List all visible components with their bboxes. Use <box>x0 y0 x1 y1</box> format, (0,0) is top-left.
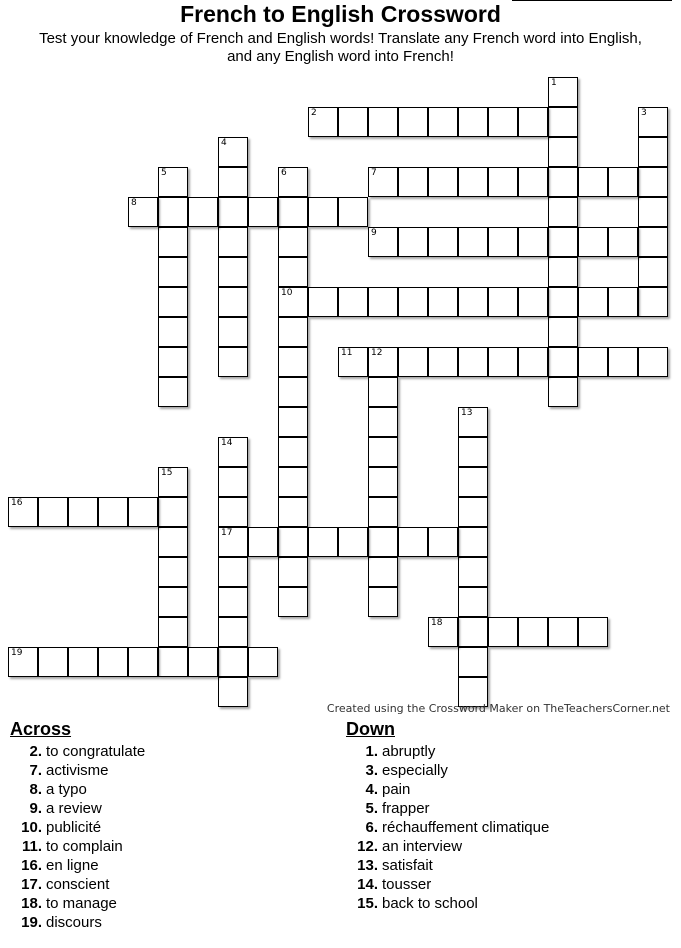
grid-cell[interactable] <box>488 107 518 137</box>
grid-cell[interactable] <box>128 497 158 527</box>
clue-number: 13. <box>357 857 378 874</box>
grid-cell[interactable] <box>548 617 578 647</box>
clue-number: 12. <box>357 838 378 855</box>
grid-cell[interactable] <box>488 617 518 647</box>
grid-cell[interactable] <box>518 347 548 377</box>
clue-number: 8 <box>131 198 137 208</box>
across-heading: Across <box>10 719 72 739</box>
clue-number: 15. <box>357 895 378 912</box>
grid-cell[interactable] <box>608 227 638 257</box>
down-clue[interactable] <box>346 875 549 894</box>
down-clue[interactable] <box>346 799 549 818</box>
grid-cell[interactable] <box>278 557 308 587</box>
grid-cell[interactable] <box>548 317 578 347</box>
grid-cell[interactable] <box>578 347 608 377</box>
grid-cell[interactable] <box>368 557 398 587</box>
grid-cell[interactable] <box>398 167 428 197</box>
grid-cell[interactable] <box>548 197 578 227</box>
grid-cell[interactable] <box>458 407 488 437</box>
grid-cell[interactable] <box>158 617 188 647</box>
grid-cell[interactable] <box>638 257 668 287</box>
clue-number: 3. <box>365 762 378 779</box>
grid-cell[interactable] <box>278 317 308 347</box>
clue-number: 14. <box>357 876 378 893</box>
clue-number: 7 <box>371 168 377 178</box>
grid-cell[interactable] <box>458 167 488 197</box>
grid-cell[interactable] <box>578 617 608 647</box>
grid-cell[interactable] <box>638 107 668 137</box>
grid-cell[interactable] <box>218 497 248 527</box>
across-clues <box>10 718 145 932</box>
clue-text: publicité <box>46 819 102 836</box>
clue-number: 18. <box>21 895 42 912</box>
grid-cell[interactable] <box>488 287 518 317</box>
grid-cell[interactable] <box>398 227 428 257</box>
grid-cell[interactable] <box>308 287 338 317</box>
clue-number: 5 <box>161 168 167 178</box>
grid-cell[interactable] <box>38 647 68 677</box>
grid-cell[interactable] <box>158 497 188 527</box>
down-clue[interactable] <box>346 894 549 913</box>
grid-cell[interactable] <box>518 287 548 317</box>
grid-cell[interactable] <box>638 227 668 257</box>
grid-cell[interactable] <box>68 497 98 527</box>
grid-cell[interactable] <box>428 227 458 257</box>
clue-text: en ligne <box>46 857 99 874</box>
grid-cell[interactable] <box>278 377 308 407</box>
grid-cell[interactable] <box>308 527 338 557</box>
grid-cell[interactable] <box>548 107 578 137</box>
grid-cell[interactable] <box>488 227 518 257</box>
grid-cell[interactable] <box>638 197 668 227</box>
clue-number: 10 <box>281 288 293 298</box>
grid-cell[interactable] <box>188 647 218 677</box>
grid-cell[interactable] <box>158 227 188 257</box>
across-clue[interactable] <box>10 761 145 780</box>
grid-cell[interactable] <box>518 107 548 137</box>
grid-cell[interactable] <box>518 167 548 197</box>
grid-cell[interactable] <box>158 587 188 617</box>
grid-cell[interactable] <box>578 227 608 257</box>
grid-cell[interactable] <box>278 287 308 317</box>
grid-cell[interactable] <box>158 347 188 377</box>
grid-cell[interactable] <box>638 137 668 167</box>
clue-number: 13 <box>461 408 473 418</box>
grid-cell[interactable] <box>368 227 398 257</box>
grid-cell[interactable] <box>428 617 458 647</box>
grid-cell[interactable] <box>338 107 368 137</box>
grid-cell[interactable] <box>308 197 338 227</box>
clue-text: to complain <box>46 838 123 855</box>
grid-cell[interactable] <box>368 587 398 617</box>
grid-cell[interactable] <box>398 347 428 377</box>
grid-cell[interactable] <box>458 587 488 617</box>
grid-cell[interactable] <box>368 167 398 197</box>
grid-cell[interactable] <box>278 407 308 437</box>
clue-text: back to school <box>382 895 478 912</box>
grid-cell[interactable] <box>458 347 488 377</box>
grid-cell[interactable] <box>218 197 248 227</box>
grid-cell[interactable] <box>188 197 218 227</box>
grid-cell[interactable] <box>428 347 458 377</box>
grid-cell[interactable] <box>218 347 248 377</box>
grid-cell[interactable] <box>548 137 578 167</box>
grid-cell[interactable] <box>338 287 368 317</box>
grid-cell[interactable] <box>278 527 308 557</box>
clue-text: a typo <box>46 781 87 798</box>
grid-cell[interactable] <box>278 497 308 527</box>
grid-cell[interactable] <box>158 287 188 317</box>
grid-cell[interactable] <box>278 167 308 197</box>
clue-number: 9 <box>371 228 377 238</box>
grid-cell[interactable] <box>488 167 518 197</box>
grid-cell[interactable] <box>278 257 308 287</box>
grid-cell[interactable] <box>638 347 668 377</box>
across-clue-list <box>10 742 145 932</box>
grid-cell[interactable] <box>608 347 638 377</box>
grid-cell[interactable] <box>278 197 308 227</box>
grid-cell[interactable] <box>158 467 188 497</box>
grid-cell[interactable] <box>458 617 488 647</box>
grid-cell[interactable] <box>218 317 248 347</box>
grid-cell[interactable] <box>548 257 578 287</box>
grid-cell[interactable] <box>158 257 188 287</box>
page-title: French to English Crossword <box>180 1 501 27</box>
across-clue[interactable] <box>10 856 145 875</box>
grid-cell[interactable] <box>608 287 638 317</box>
clue-text: especially <box>382 762 448 779</box>
clue-number: 17. <box>21 876 42 893</box>
credit-text: Created using the Crossword Maker on TheTeachersCorner.net <box>326 702 670 715</box>
grid-cell[interactable] <box>458 227 488 257</box>
grid-cell[interactable] <box>218 287 248 317</box>
clue-number: 10. <box>21 819 42 836</box>
subtitle-line-2: and any English word into French! <box>227 48 454 65</box>
grid-cell[interactable] <box>368 377 398 407</box>
clue-text: tousser <box>382 876 432 893</box>
clue-number: 5. <box>365 800 378 817</box>
clue-number: 6 <box>281 168 287 178</box>
grid-cell[interactable] <box>488 347 518 377</box>
grid-cell[interactable] <box>398 287 428 317</box>
grid-cell[interactable] <box>278 227 308 257</box>
grid-cell[interactable] <box>458 557 488 587</box>
grid-cell[interactable] <box>368 407 398 437</box>
clue-number: 4. <box>365 781 378 798</box>
grid-cell[interactable] <box>368 497 398 527</box>
down-clue[interactable] <box>346 837 549 856</box>
grid-cell[interactable] <box>368 437 398 467</box>
down-clue[interactable] <box>346 761 549 780</box>
clue-number: 6. <box>365 819 378 836</box>
grid-cell[interactable] <box>368 467 398 497</box>
across-clue[interactable] <box>10 913 145 932</box>
grid-cell[interactable] <box>218 227 248 257</box>
grid-cell[interactable] <box>278 347 308 377</box>
grid-cell[interactable] <box>158 647 188 677</box>
grid-cell[interactable] <box>158 527 188 557</box>
clue-text: frapper <box>382 800 430 817</box>
grid-cell[interactable] <box>548 287 578 317</box>
grid-cell[interactable] <box>278 467 308 497</box>
clue-number: 11. <box>21 838 42 855</box>
grid-cell[interactable] <box>638 167 668 197</box>
grid-cell[interactable] <box>248 647 278 677</box>
clue-number: 9. <box>29 800 42 817</box>
across-clue[interactable] <box>10 799 145 818</box>
grid-cell[interactable] <box>428 167 458 197</box>
grid-cell[interactable] <box>368 107 398 137</box>
grid-cell[interactable] <box>518 617 548 647</box>
grid-cell[interactable] <box>458 467 488 497</box>
down-clue[interactable] <box>346 818 549 837</box>
grid-cell[interactable] <box>308 107 338 137</box>
clue-text: réchauffement climatique <box>382 819 550 836</box>
clue-number: 18 <box>431 618 443 628</box>
grid-cell[interactable] <box>128 197 158 227</box>
grid-cell[interactable] <box>218 617 248 647</box>
clue-text: pain <box>382 781 411 798</box>
clue-number: 15 <box>161 468 173 478</box>
down-clue[interactable] <box>346 856 549 875</box>
grid-cell[interactable] <box>428 527 458 557</box>
clue-number: 14 <box>221 438 233 448</box>
grid-cell[interactable] <box>218 587 248 617</box>
grid-cell[interactable] <box>218 647 248 677</box>
clue-text: a review <box>46 800 102 817</box>
grid-cell[interactable] <box>458 107 488 137</box>
across-clue[interactable] <box>10 894 145 913</box>
grid-cell[interactable] <box>548 167 578 197</box>
down-clue[interactable] <box>346 780 549 799</box>
clue-number: 16 <box>11 498 23 508</box>
clue-number: 8. <box>29 781 42 798</box>
clue-number: 7. <box>29 762 42 779</box>
grid-cell[interactable] <box>248 197 278 227</box>
clue-text: discours <box>46 914 102 931</box>
grid-cell[interactable] <box>68 647 98 677</box>
clue-number: 17 <box>221 528 233 538</box>
grid-cell[interactable] <box>398 527 428 557</box>
subtitle-line-1: Test your knowledge of French and English words! Translate any French word into English, <box>39 30 642 47</box>
grid-cell[interactable] <box>38 497 68 527</box>
down-clues <box>346 718 549 913</box>
clue-number: 1. <box>365 743 378 760</box>
clue-number: 19 <box>11 648 23 658</box>
clue-text: to manage <box>46 895 117 912</box>
grid-cell[interactable] <box>98 497 128 527</box>
clue-number: 12 <box>371 348 383 358</box>
grid-cell[interactable] <box>548 227 578 257</box>
grid-cell[interactable] <box>578 167 608 197</box>
down-clue-list <box>346 742 549 913</box>
grid-cell[interactable] <box>218 167 248 197</box>
grid-cell[interactable] <box>428 287 458 317</box>
grid-cell[interactable] <box>128 647 158 677</box>
across-clue[interactable] <box>10 818 145 837</box>
grid-cell[interactable] <box>458 497 488 527</box>
clue-number: 2 <box>311 108 317 118</box>
clue-number: 11 <box>341 348 353 358</box>
grid-cell[interactable] <box>158 317 188 347</box>
across-clue[interactable] <box>10 742 145 761</box>
grid-cell[interactable] <box>458 437 488 467</box>
grid-cell[interactable] <box>578 287 608 317</box>
grid-cell[interactable] <box>368 287 398 317</box>
clue-text: an interview <box>382 838 463 855</box>
grid-cell[interactable] <box>8 647 38 677</box>
grid-cell[interactable] <box>218 437 248 467</box>
grid-cell[interactable] <box>458 527 488 557</box>
clue-text: to congratulate <box>46 743 146 760</box>
grid-cell[interactable] <box>338 347 368 377</box>
grid-cell[interactable] <box>518 227 548 257</box>
grid-cell[interactable] <box>608 167 638 197</box>
grid-cell[interactable] <box>158 197 188 227</box>
down-heading: Down <box>346 719 395 739</box>
grid-cell[interactable] <box>398 107 428 137</box>
grid-cell[interactable] <box>218 137 248 167</box>
grid-cell[interactable] <box>218 557 248 587</box>
grid-cell[interactable] <box>368 527 398 557</box>
across-clue[interactable] <box>10 875 145 894</box>
grid-cell[interactable] <box>158 557 188 587</box>
across-clue[interactable] <box>10 780 145 799</box>
clue-text: satisfait <box>382 857 433 874</box>
grid-cell[interactable] <box>218 257 248 287</box>
grid-cell[interactable] <box>338 197 368 227</box>
grid-cell[interactable] <box>218 677 248 707</box>
grid-cell[interactable] <box>278 587 308 617</box>
grid-cell[interactable] <box>458 647 488 677</box>
grid-cell[interactable] <box>428 107 458 137</box>
grid-cell[interactable] <box>98 647 128 677</box>
grid-cell[interactable] <box>218 527 248 557</box>
grid-cell[interactable] <box>158 377 188 407</box>
clue-number: 2. <box>29 743 42 760</box>
grid-cell[interactable] <box>158 167 188 197</box>
clue-number: 1 <box>551 78 557 88</box>
clue-text: activisme <box>46 762 109 779</box>
grid-cell[interactable] <box>338 527 368 557</box>
grid-cell[interactable] <box>548 347 578 377</box>
grid-cell[interactable] <box>8 497 38 527</box>
clue-number: 4 <box>221 138 227 148</box>
clue-text: conscient <box>46 876 110 893</box>
grid-cell[interactable] <box>368 347 398 377</box>
grid-cell[interactable] <box>248 527 278 557</box>
across-clue[interactable] <box>10 837 145 856</box>
grid-cell[interactable] <box>548 77 578 107</box>
clue-number: 16. <box>21 857 42 874</box>
clue-text: abruptly <box>382 743 436 760</box>
down-clue[interactable] <box>346 742 549 761</box>
grid-cell[interactable] <box>638 287 668 317</box>
clue-number: 3 <box>641 108 647 118</box>
grid-cell[interactable] <box>458 287 488 317</box>
grid-cell[interactable] <box>548 377 578 407</box>
grid-cell[interactable] <box>278 437 308 467</box>
grid-cell[interactable] <box>218 467 248 497</box>
clue-number: 19. <box>21 914 42 931</box>
